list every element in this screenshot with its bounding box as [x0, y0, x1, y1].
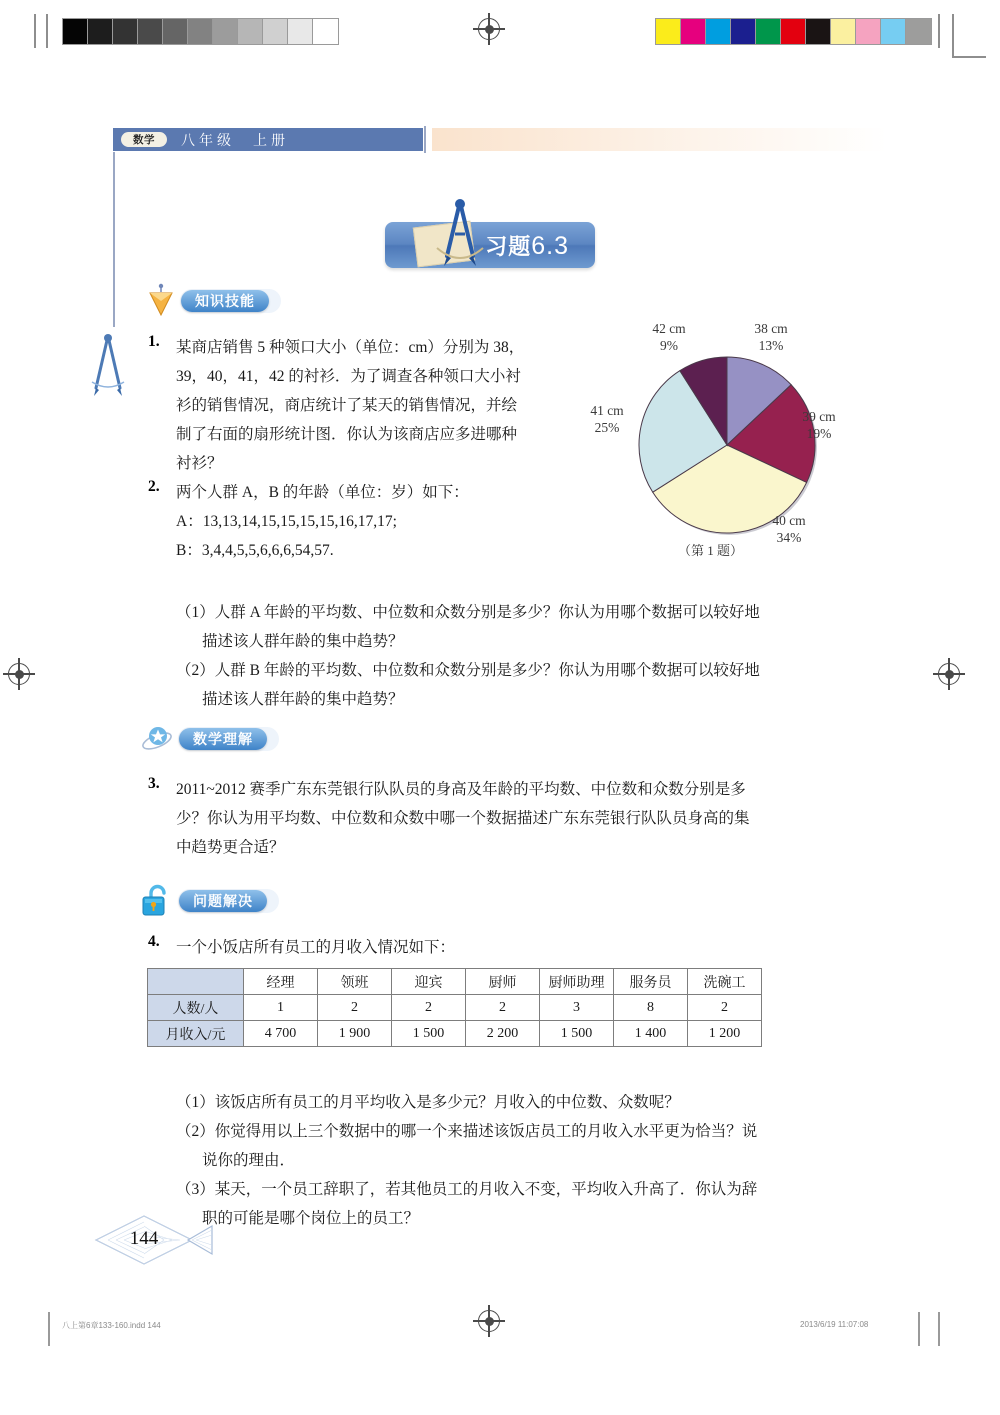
- gray-step-7: [238, 19, 263, 44]
- rubric-skills-label: 知识技能: [181, 290, 269, 312]
- question-1-line-4: 制了右面的扇形统计图．你认为该商店应多进哪种: [176, 426, 518, 443]
- table-cell-r1-c5: 1 400: [614, 1021, 688, 1047]
- question-2-body: [176, 478, 596, 565]
- pie-label-40-name: 40 cm: [772, 513, 806, 528]
- question-4-sub-1-label: （1）: [176, 1094, 215, 1111]
- table-corner-cell: [148, 969, 244, 995]
- rubric-understanding: [140, 722, 279, 756]
- table-header-row: [148, 969, 762, 995]
- table-row: [148, 995, 762, 1021]
- table-cell-r1-c1: 1 900: [318, 1021, 392, 1047]
- table-column-header-5: 服务员: [614, 969, 688, 995]
- star-orbit-icon: [140, 722, 174, 756]
- pie-label-40: [753, 512, 825, 546]
- gray-step-2: [113, 19, 138, 44]
- color-step-5: [781, 19, 806, 44]
- question-4-sub-1: [176, 1088, 866, 1117]
- running-header: [113, 128, 423, 151]
- registration-dot: [15, 670, 24, 679]
- table-column-header-3: 厨师: [466, 969, 540, 995]
- question-3-line-3: 中趋势更合适？: [176, 839, 285, 856]
- question-2-sub-1: [176, 598, 866, 627]
- question-4-line-1: 一个小饭店所有员工的月收入情况如下：: [176, 939, 456, 956]
- exercise-title-label: [485, 230, 569, 261]
- color-step-7: [831, 19, 856, 44]
- table-cell-r0-c4: 3: [540, 995, 614, 1021]
- unlock-icon: [140, 882, 174, 920]
- crop-mark-right-outer: [952, 14, 954, 58]
- table-cell-r1-c4: 1 500: [540, 1021, 614, 1047]
- table-row: [148, 1021, 762, 1047]
- registration-dot: [485, 25, 494, 34]
- question-1-number: 1.: [148, 333, 160, 350]
- footer-rule-right-a: [918, 1312, 920, 1346]
- rubric-skills: [146, 283, 281, 319]
- crop-mark-left-outer: [34, 14, 36, 48]
- pie-label-38: [735, 320, 807, 354]
- gray-step-8: [263, 19, 288, 44]
- page-number: 144: [129, 1228, 159, 1249]
- color-calibration-strip: [655, 18, 932, 45]
- rubric-problem-solving: [140, 882, 279, 920]
- question-2-sub-2-text: 人群 B 年龄的平均数、中位数和众数分别是多少？你认为用哪个数据可以较好地: [214, 662, 760, 679]
- question-4-sub-3-label: （3）: [176, 1181, 215, 1198]
- exercise-title-pill: [385, 222, 595, 268]
- question-2-number: 2.: [148, 478, 160, 495]
- color-step-0: [656, 19, 681, 44]
- footer-rule-left: [48, 1312, 50, 1346]
- pie-chart-figure: [590, 320, 855, 560]
- pie-label-41-name: 41 cm: [590, 403, 624, 418]
- crop-mark-right-horizontal: [952, 56, 986, 58]
- registration-mark-top: [478, 18, 500, 40]
- pie-label-39: [783, 408, 855, 442]
- header-title: 八年级 上册: [181, 131, 289, 148]
- color-step-2: [706, 19, 731, 44]
- question-4-sub-3: [176, 1175, 866, 1204]
- question-2-sub-1-cont: 描述该人群年龄的集中趋势？: [202, 633, 404, 650]
- compass-icon: [425, 194, 495, 274]
- footer-timestamp: 2013/6/19 11:07:08: [800, 1320, 869, 1329]
- question-2-line-2: A：13,13,14,15,15,15,15,16,17,17;: [176, 513, 397, 530]
- exercise-title-number: 6.3: [531, 231, 569, 260]
- compass-decoration-icon: [78, 330, 138, 400]
- funnel-icon: [146, 283, 176, 319]
- color-step-8: [856, 19, 881, 44]
- rubric-skills-wrap: [180, 289, 281, 313]
- registration-mark-right: [938, 663, 960, 685]
- question-2-sub-2-cont: 描述该人群年龄的集中趋势？: [202, 691, 404, 708]
- question-4-body: [176, 933, 776, 962]
- table-row-header-1: 月收入/元: [148, 1021, 244, 1047]
- table-column-header-0: 经理: [244, 969, 318, 995]
- table-cell-r0-c1: 2: [318, 995, 392, 1021]
- rubric-understanding-wrap: [178, 727, 279, 751]
- color-step-6: [806, 19, 831, 44]
- gray-step-1: [88, 19, 113, 44]
- gray-step-10: [313, 19, 338, 44]
- table-cell-r1-c6: 1 200: [688, 1021, 762, 1047]
- pie-label-41-value: 25%: [594, 420, 620, 435]
- color-step-9: [881, 19, 906, 44]
- question-4-sub-2-cont: 说你的理由．: [202, 1152, 296, 1169]
- registration-dot: [945, 670, 954, 679]
- question-2-subquestions: [176, 598, 866, 714]
- table-column-header-2: 迎宾: [392, 969, 466, 995]
- question-1-line-1: 某商店销售 5 种领口大小（单位：cm）分别为 38，: [176, 339, 525, 356]
- table-cell-r1-c0: 4 700: [244, 1021, 318, 1047]
- table-cell-r0-c2: 2: [392, 995, 466, 1021]
- table-column-header-4: 厨师助理: [540, 969, 614, 995]
- question-2-sub-1-text: 人群 A 年龄的平均数、中位数和众数分别是多少？你认为用哪个数据可以较好地: [214, 604, 760, 621]
- gray-step-3: [138, 19, 163, 44]
- question-4-sub-3-cont: 职的可能是哪个岗位上的员工？: [202, 1210, 420, 1227]
- color-step-4: [756, 19, 781, 44]
- gray-step-4: [163, 19, 188, 44]
- crop-mark-right: [938, 14, 940, 48]
- footer-rule-right-b: [938, 1312, 940, 1346]
- table-cell-r0-c0: 1: [244, 995, 318, 1021]
- question-3-body: [176, 775, 876, 862]
- table-column-header-6: 洗碗工: [688, 969, 762, 995]
- question-2-sub-2-label: （2）: [176, 662, 215, 679]
- question-2-line-3: B：3,4,4,5,5,6,6,6,54,57.: [176, 542, 334, 559]
- question-4-number: 4.: [148, 933, 160, 950]
- running-header-gradient: [432, 128, 887, 151]
- question-1-line-3: 衫的销售情况，商店统计了某天的销售情况，并绘: [176, 397, 518, 414]
- question-2-sub-2: [176, 656, 866, 685]
- table-column-header-1: 领班: [318, 969, 392, 995]
- question-3-line-2: 少？你认为用平均数、中位数和众数中哪一个数据描述广东东莞银行队队员身高的集: [176, 810, 750, 827]
- table-cell-r0-c6: 2: [688, 995, 762, 1021]
- question-4-sub-2-text: 你觉得用以上三个数据中的哪一个来描述该饭店员工的月收入水平更为恰当？说: [214, 1123, 758, 1140]
- question-1-line-5: 衬衫？: [176, 455, 223, 472]
- question-4-subquestions: [176, 1088, 866, 1233]
- gray-step-6: [213, 19, 238, 44]
- income-table: [147, 968, 762, 1047]
- gray-step-9: [288, 19, 313, 44]
- registration-mark-left: [8, 663, 30, 685]
- calibration-bars: [0, 0, 1000, 60]
- pie-label-38-name: 38 cm: [754, 321, 788, 336]
- pie-label-42-name: 42 cm: [652, 321, 686, 336]
- pie-label-42-value: 9%: [660, 338, 678, 353]
- question-3-line-1: 2011~2012 赛季广东东莞银行队队员的身高及年龄的平均数、中位数和众数分别是多: [176, 781, 746, 798]
- margin-rule: [113, 152, 115, 327]
- question-1-body: [176, 333, 596, 478]
- rubric-understanding-label: 数学理解: [179, 728, 267, 750]
- rubric-problem-solving-wrap: [178, 889, 279, 913]
- registration-mark-bottom: [478, 1310, 500, 1332]
- table-cell-r1-c3: 2 200: [466, 1021, 540, 1047]
- pie-label-39-name: 39 cm: [802, 409, 836, 424]
- gray-step-0: [63, 19, 88, 44]
- pie-label-42: [633, 320, 705, 354]
- question-2-line-1: 两个人群 A，B 的年龄（单位：岁）如下：: [176, 484, 469, 501]
- color-step-3: [731, 19, 756, 44]
- grayscale-calibration-strip: [62, 18, 339, 45]
- question-1-line-2: 39，40，41，42 的衬衫．为了调查各种领口大小衬: [176, 368, 521, 385]
- registration-dot: [485, 1317, 494, 1326]
- color-step-1: [681, 19, 706, 44]
- pie-label-38-value: 13%: [758, 338, 784, 353]
- pie-label-41: [571, 402, 643, 436]
- figure-caption: （第 1 题）: [678, 543, 744, 558]
- gray-step-5: [188, 19, 213, 44]
- question-3-number: 3.: [148, 775, 160, 792]
- header-divider: [424, 126, 426, 153]
- color-step-10: [906, 19, 931, 44]
- subject-badge: 数学: [121, 132, 167, 147]
- table-cell-r0-c3: 2: [466, 995, 540, 1021]
- question-4-sub-3-text: 某天，一个员工辞职了，若其他员工的月收入不变，平均收入升高了．你认为辞: [214, 1181, 758, 1198]
- footer-file-info: 八上第6章133-160.indd 144: [62, 1321, 161, 1330]
- question-4-sub-1-text: 该饭店所有员工的月平均收入是多少元？月收入的中位数、众数呢？: [214, 1094, 680, 1111]
- question-4-sub-2-label: （2）: [176, 1123, 215, 1140]
- table-cell-r0-c5: 8: [614, 995, 688, 1021]
- exercise-title-prefix: 习题: [485, 233, 532, 259]
- page-number-ornament: [88, 1212, 218, 1268]
- pie-label-40-value: 34%: [776, 530, 802, 545]
- table-row-header-0: 人数/人: [148, 995, 244, 1021]
- rubric-problem-solving-label: 问题解决: [179, 890, 267, 912]
- crop-mark-left: [46, 14, 48, 48]
- pie-label-39-value: 19%: [806, 426, 832, 441]
- question-2-sub-1-label: （1）: [176, 604, 215, 621]
- table-cell-r1-c2: 1 500: [392, 1021, 466, 1047]
- question-4-sub-2: [176, 1117, 866, 1146]
